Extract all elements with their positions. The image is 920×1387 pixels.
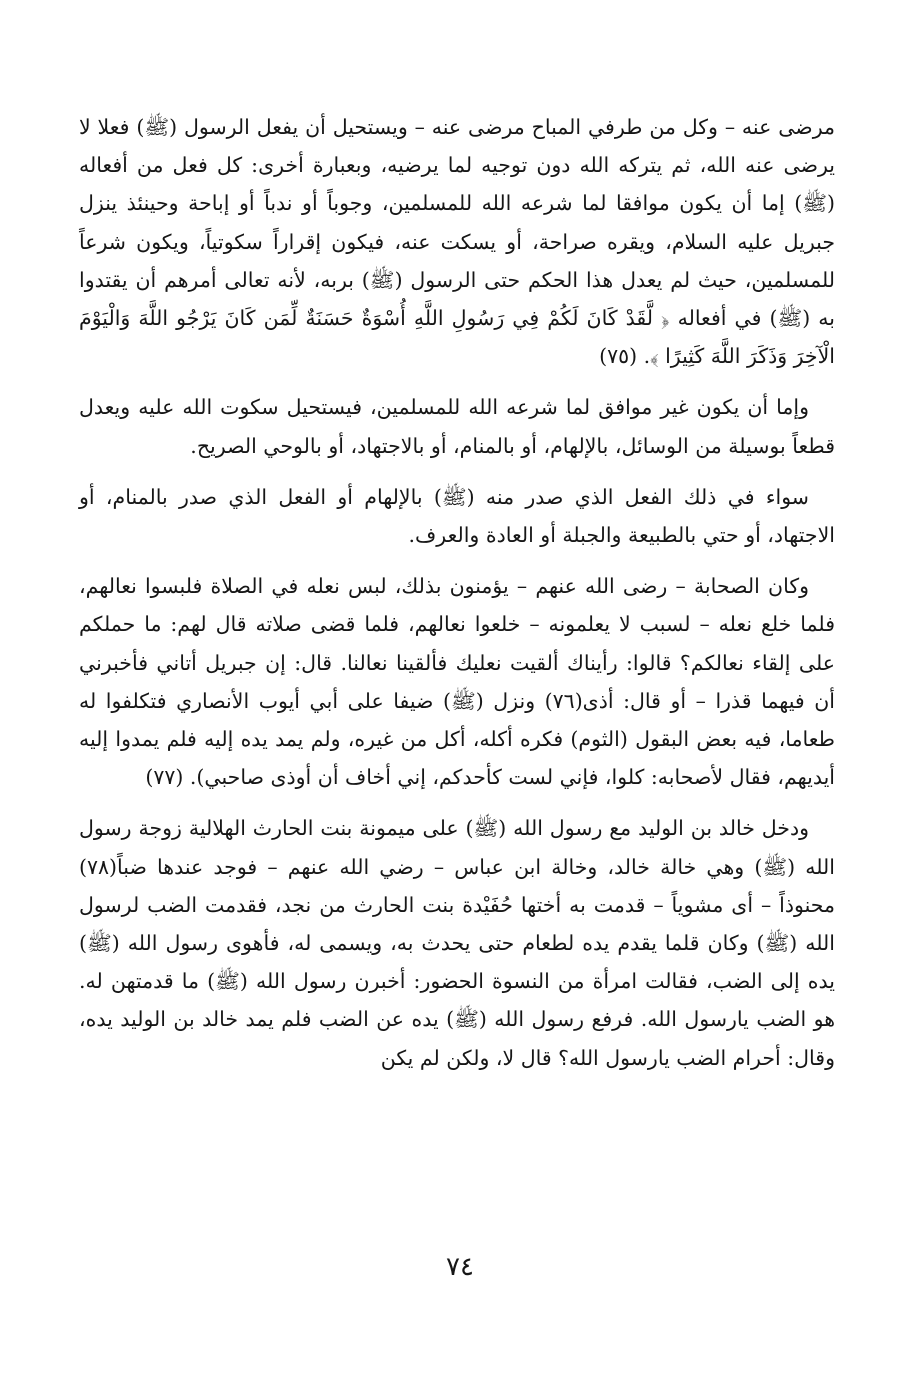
- paragraph: وكان الصحابة – رضى الله عنهم – يؤمنون بذلك، لبس نعله في الصلاة فلبسوا نعالهم، فلما خلع نعله – لسبب لا يعلمونه – خلعوا نعالهم، فلما قضى صلاته قال لهم: ما حملكم على إلقاء نعالكم؟ قالوا: رأيناك ألقيت نعليك فألقينا نعالنا. قال: إن جبريل أتاني فأخبرني أن فيهما قذرا – أو قال: أذى(٧٦) ونزل (ﷺ) ضيفا على أبي أيوب الأنصاري فتكلفوا له طعاما، فيه بعض البقول (الثوم) فكره أكله، أكل من غيره، ولم يمد يده إليه فلم يمدوا إليه أيديهم، فقال لأصحابه: كلوا، فإني لست كأحدكم، إني أخاف أن أوذى صاحبي). (٧٧): [79, 574, 835, 790]
- paragraph: وإما أن يكون غير موافق لما شرعه الله للمسلمين، فيستحيل سكوت الله عليه ويعدل قطعاً بوسيلة من الوسائل، بالإلهام، أو بالمنام، أو بالاجتهاد، أو بالوحي الصريح.: [79, 395, 835, 458]
- paragraph: سواء في ذلك الفعل الذي صدر منه (ﷺ) بالإلهام أو الفعل الذي صدر بالمنام، أو الاجتهاد، أو حتي بالطبيعة والجبلة أو العادة والعرف.: [79, 484, 835, 548]
- page-number: ٧٤: [446, 1252, 474, 1282]
- paragraph: ودخل خالد بن الوليد مع رسول الله (ﷺ) على ميمونة بنت الحارث الهلالية زوجة رسول الله (ﷺ) وهي خالة خالد، وخالة ابن عباس – رضي الله عنهم – فوجد عندها ضباً(٧٨) محنوذاً – أى مشوياً – قدمت به أختها حُفَيْدة بنت الحارث من نجد، فقدمت الضب لرسول الله (ﷺ) وكان قلما يقدم يده لطعام حتى يحدث به، ويسمى له، فأهوى رسول الله (ﷺ) يده إلى الضب، فقالت امرأة من النسوة الحضور: أخبرن رسول الله (ﷺ) ما قدمتهن له. هو الضب يارسول الله. فرفع رسول الله (ﷺ) يده عن الضب فلم يمد خالد بن الوليد يده، وقال: أحرام الضب يارسول الله؟ قال لا، ولكن لم يكن: [79, 816, 835, 1070]
- paragraph-continuation: مرضى عنه – وكل من طرفي المباح مرضى عنه – ويستحيل أن يفعل الرسول (ﷺ) فعلا لا يرضى عنه الله، ثم يتركه الله دون توجيه لما يرضيه، وبعبارة أخرى: كل فعل من أفعاله (ﷺ) إما أن يكون موافقا لما شرعه الله للمسلمين، وجوباً أو ندباً أو إباحة وحينئذ ينزل جبريل عليه السلام، ويقره صراحة، أو يسكت عنه، فيكون إقراراً سكوتياً، ويكون شرعاً للمسلمين، حيث لم يعدل هذا الحكم حتى الرسول (ﷺ) بربه، لأنه تعالى أمرهم أن يقتدوا به (ﷺ) في أفعاله ﴿ لَّقَدْ كَانَ لَكُمْ فِي رَسُولِ اللَّهِ أُسْوَةٌ حَسَنَةٌ لِّمَن كَانَ يَرْجُو اللَّهَ وَالْيَوْمَ الْآخِرَ وَذَكَرَ اللَّهَ كَثِيرًا ﴾. (٧٥): [79, 115, 835, 369]
